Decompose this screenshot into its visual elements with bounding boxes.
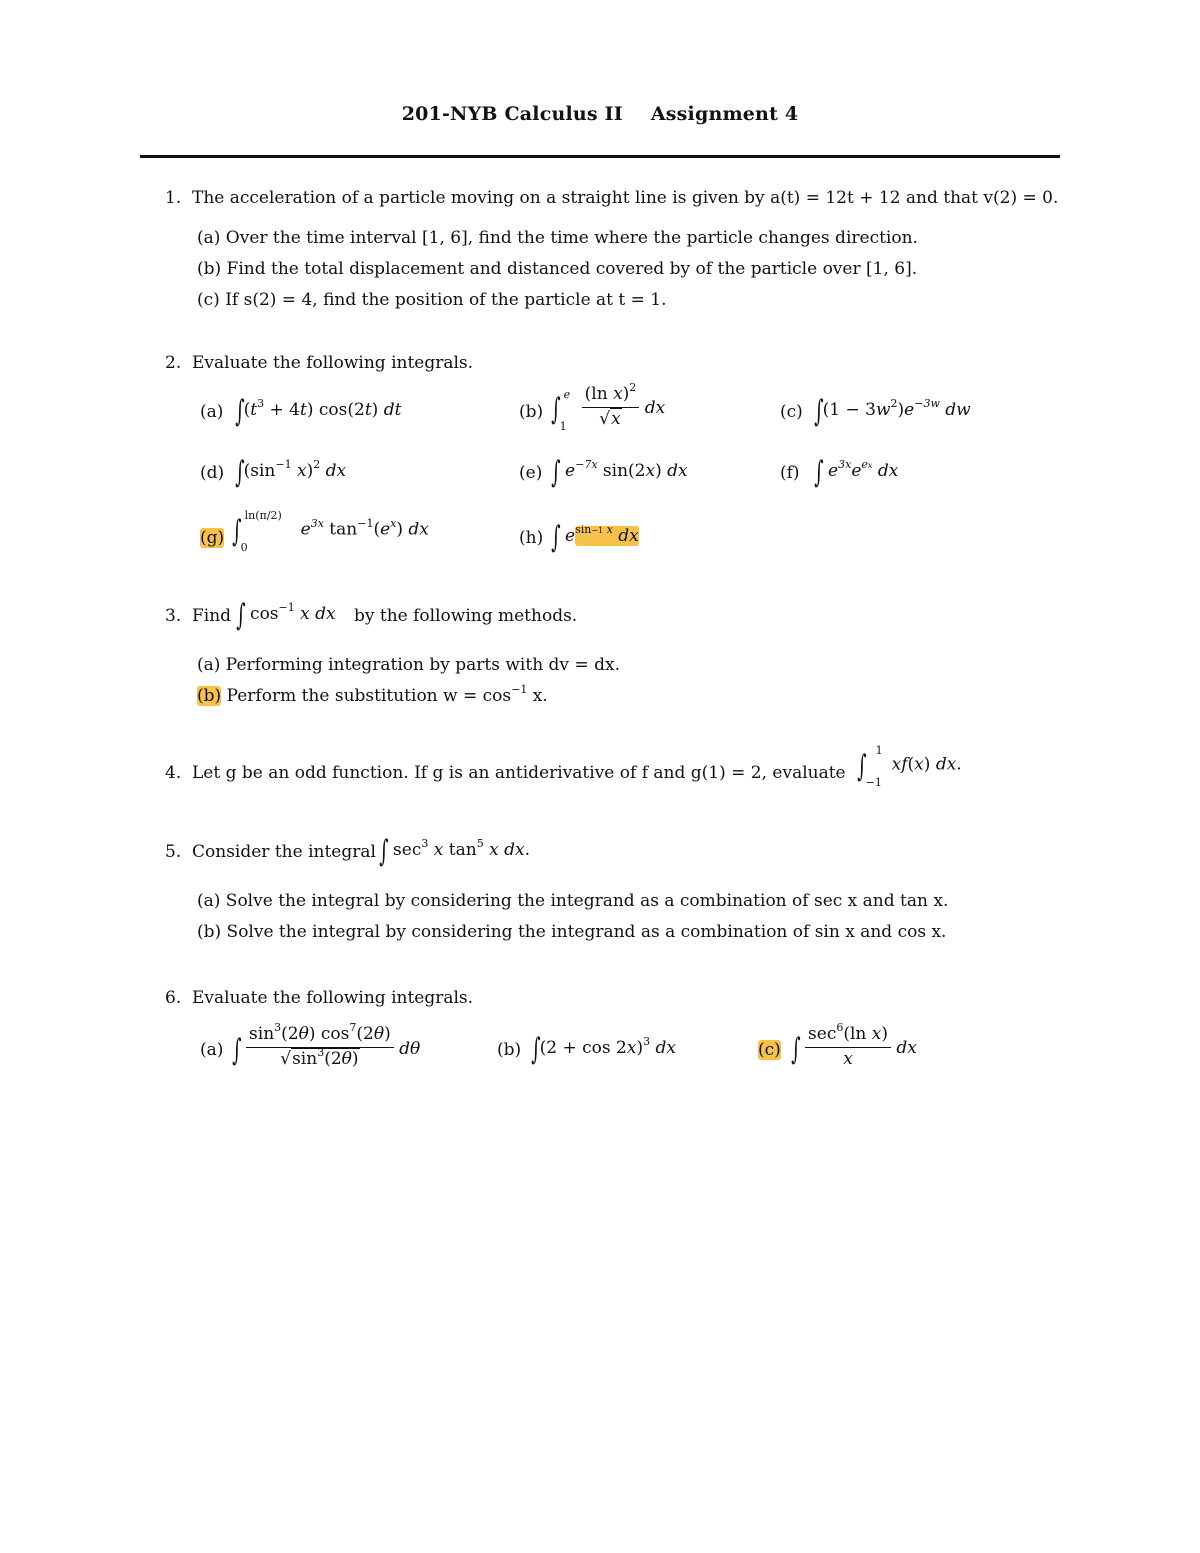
q3-number: 3. [165, 606, 182, 626]
q1-number: 1. [165, 188, 182, 208]
q1-part-b: (b) Find the total displacement and distanced covered by of the particle over [1, 6]. [197, 259, 918, 279]
q2-integral-h: ∫ $e^{sin-1 x}$ dx [551, 520, 639, 555]
q5-number: 5. [165, 842, 182, 862]
q1-part-c: (c) If s(2) = 4, find the position of the particle at t = 1. [197, 290, 667, 310]
q2-integral-b: ∫ e 1 $\frac{(\ln x)^2}{√x}$ dx [551, 381, 666, 433]
q5-part-b: (b) Solve the integral by considering the integrand as a combination of sin x and cos x. [197, 922, 947, 942]
q3-rest: by the following methods. [354, 606, 578, 626]
q2-integral-c: $\int(1 - 3w^2)e^{-3w}$ dw [814, 394, 971, 429]
q2-text: Evaluate the following integrals. [192, 353, 474, 373]
q4-text: Let g be an odd function. If g is an antiderivative of f and g(1) = 2, evaluate [192, 763, 846, 783]
q6-number: 6. [165, 988, 182, 1008]
q2-label-e: (e) [519, 463, 543, 483]
q2-label-a: (a) [200, 402, 224, 422]
q3-part-b: (b) Perform the substitution $w = \cos^{-1} x$. [197, 683, 548, 706]
q5-part-a: (a) Solve the integral by considering the integrand as a combination of sec x and tan x. [197, 891, 949, 911]
q2-integral-e: ∫ $e^{-7x}$ sin(2x) dx [551, 455, 688, 490]
q2-label-c: (c) [780, 402, 803, 422]
q2-label-f: (f) [780, 463, 800, 483]
q6-integral-a: ∫ $\frac{\sin^3(2\theta) \cos^7(2\theta)}{√\sin^3(2\theta)}$ dθ [232, 1021, 421, 1069]
q2-number: 2. [165, 353, 182, 373]
q2-integral-d: $\int(\sin^{-1}$ x)$^2$ dx [235, 455, 347, 490]
q2-label-b: (b) [519, 402, 544, 422]
q3-find: Find [192, 606, 232, 626]
q2-label-h: (h) [519, 528, 544, 548]
q1-part-a: (a) Over the time interval [1, 6], find the time where the particle changes direction. [197, 228, 918, 248]
q6-label-b: (b) [497, 1040, 522, 1060]
assignment-title: Assignment 4 [650, 103, 799, 125]
highlight-h: $^{sin-1 x}$ dx [575, 523, 639, 546]
q3-part-b-end: x. [527, 686, 548, 706]
highlight-3b: (b) [197, 686, 222, 706]
q6-label-c [758, 1040, 781, 1060]
highlight-6c: (c) [758, 1040, 781, 1060]
document-title [140, 103, 1060, 125]
q3-part-b-text: Perform the substitution w = cos [221, 686, 512, 706]
q3-integral: ∫ $\cos^{-1} x$ dx [236, 598, 336, 633]
q6-integral-c: ∫ $\frac{\sec^6(\ln x)}{x}$ dx [791, 1021, 917, 1069]
q2-integral-a: $\int(t^3 + 4t)$ cos(2t) dt [235, 394, 402, 429]
q5-integral: ∫ $\sec^3 x$ $\tan^5 x$ dx. [379, 834, 530, 869]
title-rule [140, 155, 1060, 158]
q2-integral-f: ∫ $e^{3x}e^{ex}$ dx [814, 455, 899, 490]
q2-integral-g: ∫ ln(π/2) 0 $e^{3x}$ $\tan^{-1}(e^x)$ dx [232, 509, 429, 554]
q5-text: Consider the integral [192, 842, 376, 862]
highlight-g: (g) [200, 528, 225, 548]
q6-text: Evaluate the following integrals. [192, 988, 474, 1008]
q6-integral-b: $\int(2 + \cos 2x)^3$ dx [531, 1032, 676, 1067]
q3-part-a: (a) Performing integration by parts with dv = dx. [197, 655, 620, 675]
q2-label-d: (d) [200, 463, 225, 483]
course-title: 201-NYB Calculus II [401, 103, 623, 125]
q4-integral: ∫ 1 −1 xf(x) dx. [857, 744, 962, 789]
q2-label-g [200, 528, 224, 548]
q6-label-a: (a) [200, 1040, 224, 1060]
q4-number: 4. [165, 763, 182, 783]
q1-text: The acceleration of a particle moving on a straight line is given by a(t) = 12t + 12 and that v(2) = 0. [192, 188, 1059, 208]
